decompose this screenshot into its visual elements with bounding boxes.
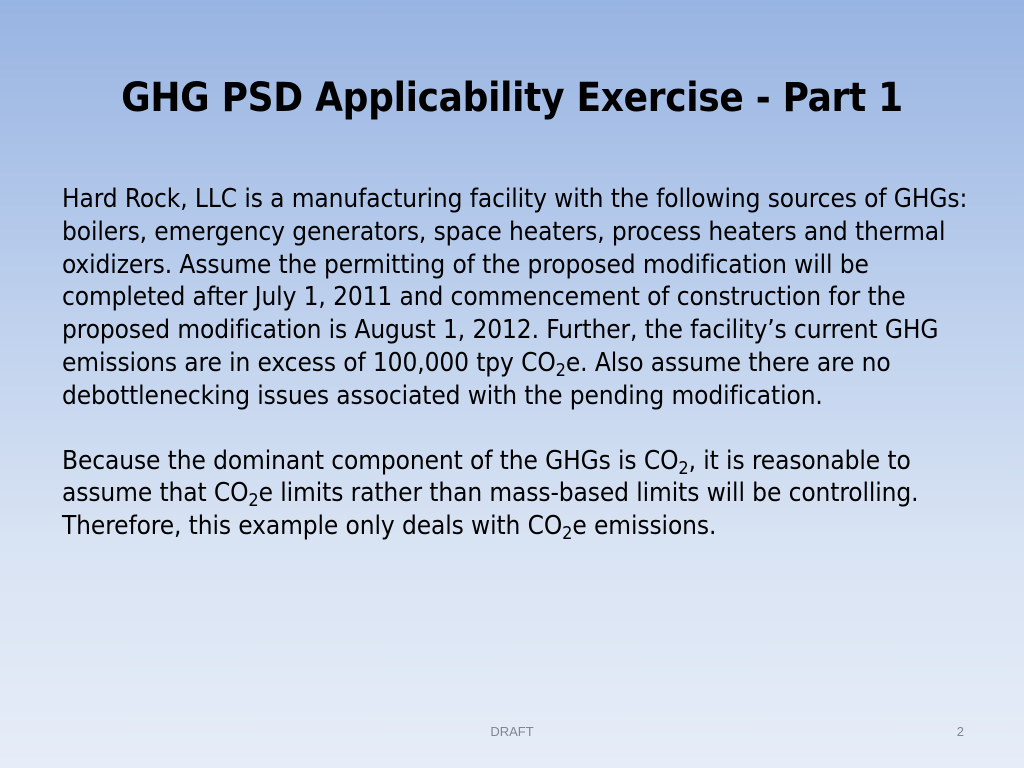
paragraph-facility-description <box>62 183 972 413</box>
paragraph-2-text-c: e limits rather than mass-based limits will be controlling. Therefore, this example only deals with CO <box>62 478 919 542</box>
paragraph-1-text-end: e. Also assume there are no debottlenecking issues associated with the pending modification. <box>62 347 891 411</box>
subscript-2: 2 <box>555 359 566 381</box>
subscript-2: 2 <box>248 490 259 512</box>
footer-draft-label: DRAFT <box>490 724 534 739</box>
paragraph-co2e-assumption <box>62 445 972 543</box>
slide-number: 2 <box>956 724 964 739</box>
subscript-2: 2 <box>562 523 573 545</box>
paragraph-2-text-b: , it is reasonable to assume that CO <box>62 445 911 509</box>
paragraph-2-text-d: e emissions. <box>572 511 717 542</box>
paragraph-1-text: Hard Rock, LLC is a manufacturing facility with the following sources of GHGs: boilers, emergency generators, space heaters, process heaters and thermal oxidizers. Assume the permitting of the proposed modification will be completed after July 1, 2011 and commencement of construction for the proposed modification is August 1, 2012. Further, the facility’s current GHG emissions are in excess of 100,000 tpy CO <box>62 184 968 378</box>
subscript-2: 2 <box>678 457 689 479</box>
paragraph-2-text-a: Because the dominant component of the GHGs is CO <box>62 445 679 476</box>
slide-title: GHG PSD Applicability Exercise - Part 1 <box>121 75 903 121</box>
slide-body <box>62 183 972 543</box>
